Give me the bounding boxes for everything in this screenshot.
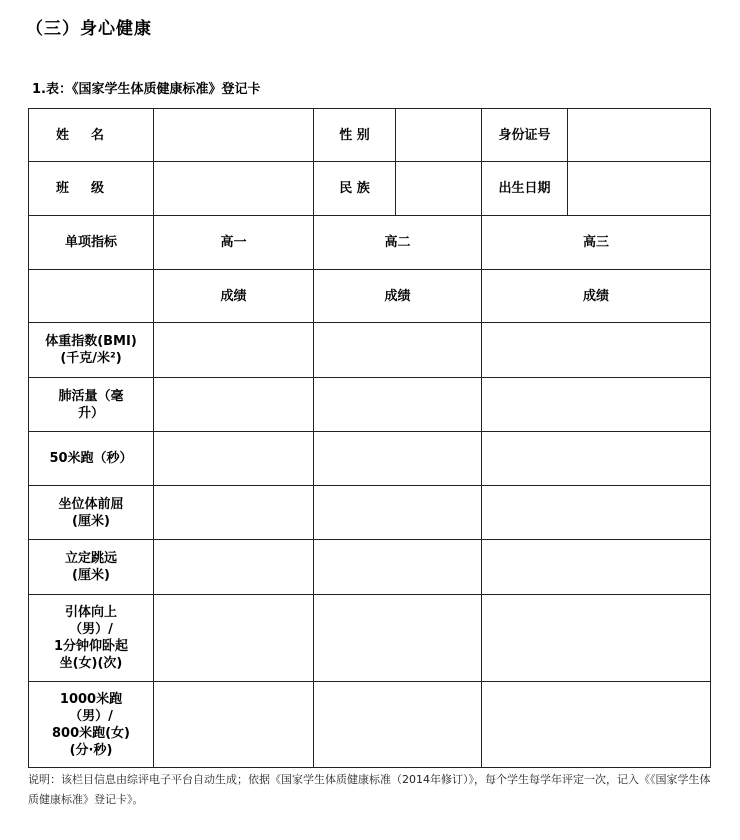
score-cell[interactable] (314, 486, 482, 540)
value-class[interactable] (154, 162, 314, 216)
indicator-line: 1分钟仰卧起 (53, 639, 129, 654)
indicator-line: (分·秒) (69, 742, 113, 758)
indicator-label (29, 378, 154, 432)
registration-table (28, 108, 711, 768)
score-cell[interactable] (314, 378, 482, 432)
score-cell[interactable] (154, 323, 314, 378)
indicator-row (29, 378, 711, 432)
score-cell[interactable] (482, 432, 711, 486)
score-cell[interactable] (482, 486, 711, 540)
indicator-line: 1000米跑 (59, 691, 123, 707)
score-cell[interactable] (154, 432, 314, 486)
info-row-name (29, 109, 711, 162)
score-cell[interactable] (314, 323, 482, 378)
indicator-line: 引体向上 (64, 605, 117, 620)
score-cell[interactable] (482, 378, 711, 432)
score-cell[interactable] (314, 540, 482, 595)
section-title: （三）身心健康 (26, 19, 152, 39)
score-cell[interactable] (154, 595, 314, 682)
score-cell[interactable] (482, 323, 711, 378)
indicator-label (29, 432, 154, 486)
indicator-label (29, 682, 154, 768)
indicator-line: （男）/ (69, 708, 113, 724)
score-cell[interactable] (482, 540, 711, 595)
indicator-row (29, 432, 711, 486)
indicator-label (29, 323, 154, 378)
indicator-line: 50米跑（秒） (49, 451, 133, 466)
header-row-scores (29, 270, 711, 323)
header-score-2: 成绩 (314, 270, 482, 323)
info-row-class (29, 162, 711, 216)
header-row-grades (29, 216, 711, 270)
indicator-row (29, 323, 711, 378)
value-birth-date[interactable] (568, 162, 711, 216)
score-cell[interactable] (314, 682, 482, 768)
score-cell[interactable] (154, 486, 314, 540)
label-birth-date: 出生日期 (482, 162, 568, 216)
score-cell[interactable] (154, 540, 314, 595)
indicator-label (29, 486, 154, 540)
indicator-line: (千克/米²) (60, 351, 122, 366)
header-grade-3: 高三 (482, 216, 711, 270)
indicator-line: (厘米) (72, 568, 110, 583)
indicator-line: 升） (77, 405, 104, 421)
value-name[interactable] (154, 109, 314, 162)
indicator-line: (厘米) (72, 513, 110, 529)
indicator-line: 800米跑(女) (51, 725, 131, 741)
score-cell[interactable] (314, 432, 482, 486)
score-cell[interactable] (154, 682, 314, 768)
indicator-row (29, 682, 711, 768)
indicator-line: 坐(女)(次) (59, 656, 123, 671)
score-cell[interactable] (482, 682, 711, 768)
indicator-row (29, 486, 711, 540)
value-gender[interactable] (396, 109, 482, 162)
indicator-line: 体重指数(BMI) (45, 334, 137, 349)
header-indicator: 单项指标 (29, 216, 154, 270)
header-grade-2: 高二 (314, 216, 482, 270)
indicator-label (29, 540, 154, 595)
indicator-line: 坐位体前屈 (58, 496, 124, 512)
label-ethnicity: 民 族 (314, 162, 396, 216)
header-score-3: 成绩 (482, 270, 711, 323)
indicator-label (29, 595, 154, 682)
indicator-row (29, 595, 711, 682)
score-cell[interactable] (154, 378, 314, 432)
score-cell[interactable] (482, 595, 711, 682)
footnote: 说明：该栏目信息由综评电子平台自动生成；依据《国家学生体质健康标准（2014年修订）》，每个学生每学年评定一次，记入《《国家学生体质健康标准》登记卡》。 (28, 773, 711, 806)
indicator-line: 肺活量（毫 (58, 388, 124, 404)
indicator-line: （男）/ (69, 622, 113, 637)
label-name: 姓名 (29, 109, 154, 162)
indicator-row (29, 540, 711, 595)
value-ethnicity[interactable] (396, 162, 482, 216)
header-grade-1: 高一 (154, 216, 314, 270)
table-title: 1.表：《国家学生体质健康标准》登记卡 (32, 82, 261, 97)
label-gender: 性 别 (314, 109, 396, 162)
indicator-line: 立定跳远 (64, 551, 117, 566)
header-empty (29, 270, 154, 323)
header-score-1: 成绩 (154, 270, 314, 323)
label-class: 班级 (29, 162, 154, 216)
value-id-number[interactable] (568, 109, 711, 162)
label-id-number: 身份证号 (482, 109, 568, 162)
score-cell[interactable] (314, 595, 482, 682)
